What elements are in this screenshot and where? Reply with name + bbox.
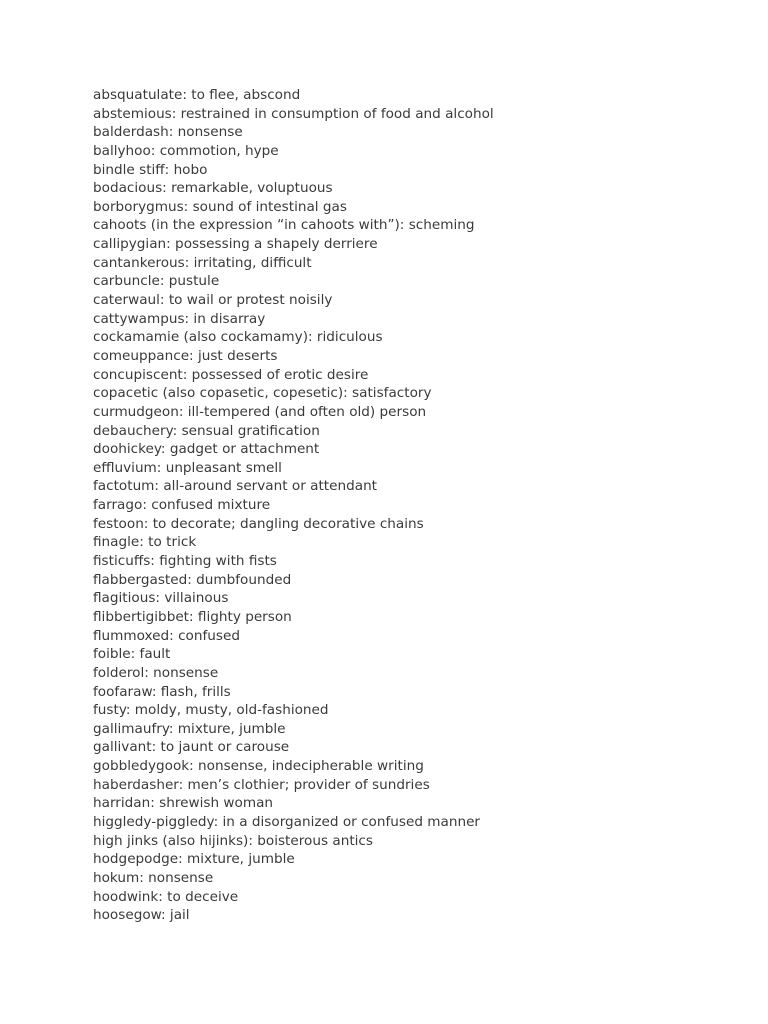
list-item: bindle stiff: hobo [93,161,208,178]
list-item: hoosegow: jail [93,907,190,924]
list-item: ballyhoo: commotion, hype [93,142,279,159]
list-item: flummoxed: confused [93,627,240,644]
list-item: flibbertigibbet: flighty person [93,608,292,625]
list-item: curmudgeon: ill-tempered (and often old) person [93,403,427,420]
list-item: gobbledygook: nonsense, indecipherable writing [93,758,424,775]
list-item: folderol: nonsense [93,664,219,681]
list-item: balderdash: nonsense [93,124,243,141]
list-item: hokum: nonsense [93,869,214,886]
list-item: fisticuffs: fighting with fists [93,553,277,570]
list-item: borborygmus: sound of intestinal gas [93,198,347,215]
list-item: fusty: moldy, musty, old-fashioned [93,702,329,719]
list-item: comeuppance: just deserts [93,347,278,364]
word-list [93,86,494,925]
list-item: doohickey: gadget or attachment [93,441,320,458]
list-item: concupiscent: possessed of erotic desire [93,366,369,383]
list-item: effluvium: unpleasant smell [93,459,282,476]
list-item: gallimaufry: mixture, jumble [93,720,286,737]
list-item: cantankerous: irritating, difficult [93,254,312,271]
list-item: festoon: to decorate; dangling decorative chains [93,515,424,532]
list-item: high jinks (also hijinks): boisterous antics [93,832,373,849]
list-item: foible: fault [93,646,171,663]
list-item: copacetic (also copasetic, copesetic): satisfactory [93,385,432,402]
list-item: hoodwink: to deceive [93,888,239,905]
list-item: cockamamie (also cockamamy): ridiculous [93,329,383,346]
list-item: harridan: shrewish woman [93,795,274,812]
list-item: finagle: to trick [93,534,197,551]
list-item: debauchery: sensual gratification [93,422,320,439]
list-item: higgledy-piggledy: in a disorganized or confused manner [93,813,481,830]
list-item: factotum: all-around servant or attendant [93,478,378,495]
list-item: callipygian: possessing a shapely derriere [93,236,378,253]
list-item: gallivant: to jaunt or carouse [93,739,290,756]
list-item: farrago: confused mixture [93,497,271,514]
list-item: cahoots (in the expression “in cahoots with”): scheming [93,217,475,234]
list-item: abstemious: restrained in consumption of food and alcohol [93,105,494,122]
list-item: cattywampus: in disarray [93,310,266,327]
list-item: foofaraw: flash, frills [93,683,231,700]
list-item: absquatulate: to flee, abscond [93,87,301,103]
list-item: flabbergasted: dumbfounded [93,571,292,588]
list-item: bodacious: remarkable, voluptuous [93,180,333,197]
list-item: carbuncle: pustule [93,273,220,290]
list-item: caterwaul: to wail or protest noisily [93,292,333,309]
list-item: haberdasher: men’s clothier; provider of sundries [93,776,430,793]
list-item: flagitious: villainous [93,590,229,607]
list-item: hodgepodge: mixture, jumble [93,851,295,868]
